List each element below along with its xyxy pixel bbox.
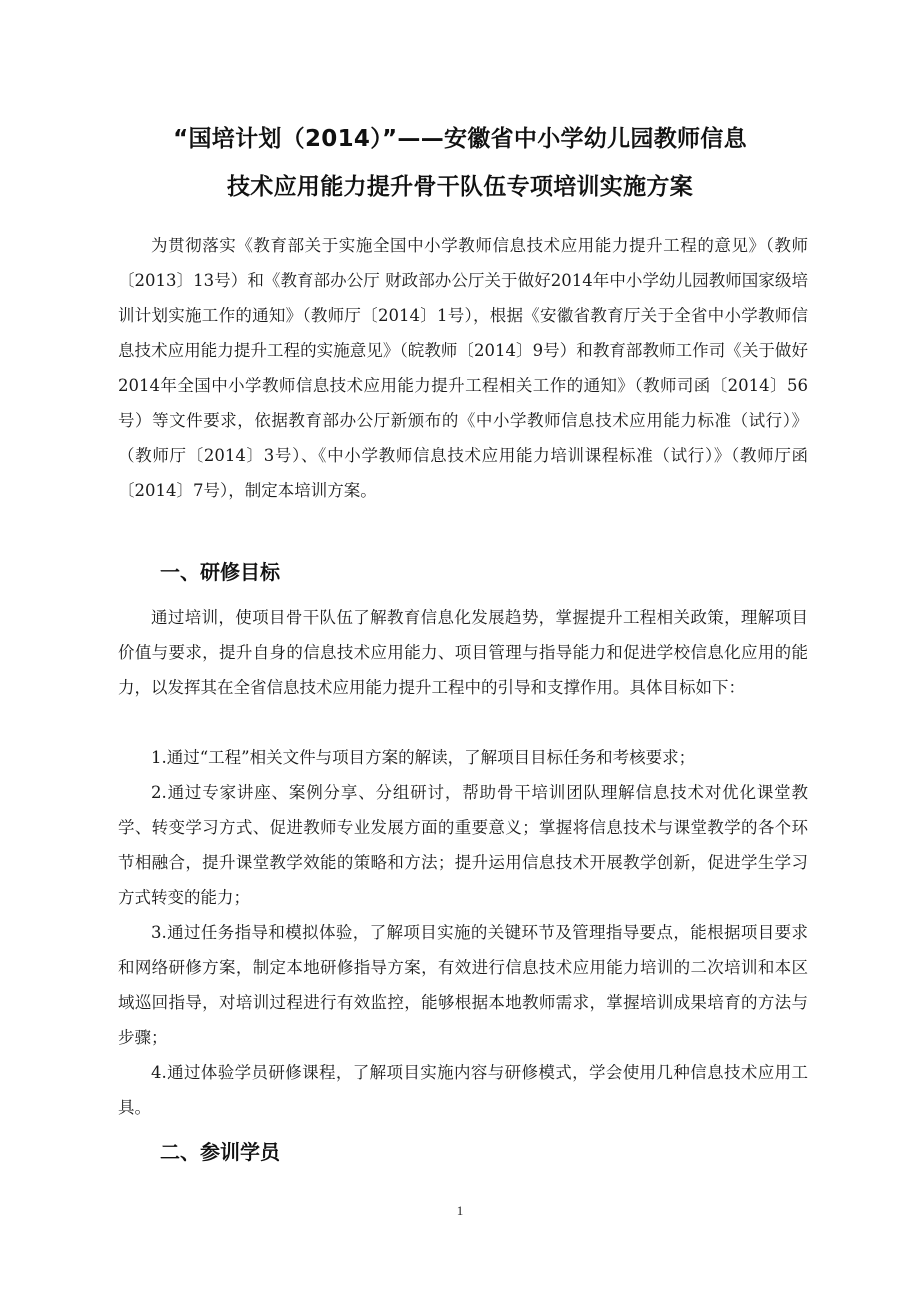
goal-item-4: 4.通过体验学员研修课程，了解项目实施内容与研修模式，学会使用几种信息技术应用工具。	[118, 1063, 808, 1117]
section1-heading: 一、研修目标	[160, 560, 280, 584]
goal-item-3: 3.通过任务指导和模拟体验，了解项目实施的关键环节及管理指导要点，能根据项目要求和网络研修方案，制定本地研修指导方案，有效进行信息技术应用能力培训的二次培训和本区域巡回指导，对培训过程进行有效监控，能够根据本地教师需求，掌握培训成果培育的方法与步骤；	[118, 923, 808, 1047]
goal-item-1: 1.通过“工程”相关文件与项目方案的解读，了解项目目标任务和考核要求；	[151, 748, 696, 767]
document-title-line1: “国培计划（2014）”——安徽省中小学幼儿园教师信息	[173, 126, 747, 152]
page-number: 1	[456, 1203, 464, 1218]
intro-paragraph: 为贯彻落实《教育部关于实施全国中小学教师信息技术应用能力提升工程的意见》（教师〔2013〕13号）和《教育部办公厅 财政部办公厅关于做好2014年中小学幼儿园教师国家级培训计划实施工作的通知》（教师厅〔2014〕1号），根据《安徽省教育厅关于全省中小学教师信息技术应用能力提升工程的实施意见》（皖教师〔2014〕9号）和教育部教师工作司《关于做好2014年全国中小学教师信息技术应用能力提升工程相关工作的通知》（教师司函〔2014〕56号）等文件要求，依据教育部办公厅新颁布的《中小学教师信息技术应用能力标准（试行）》（教师厅〔2014〕3号）、《中小学教师信息技术应用能力培训课程标准（试行）》（教师厅函〔2014〕7号），制定本培训方案。	[118, 236, 808, 500]
section2-heading: 二、参训学员	[160, 1140, 280, 1164]
section1-intro-paragraph: 通过培训，使项目骨干队伍了解教育信息化发展趋势，掌握提升工程相关政策，理解项目价值与要求，提升自身的信息技术应用能力、项目管理与指导能力和促进学校信息化应用的能力，以发挥其在全省信息技术应用能力提升工程中的引导和支撑作用。具体目标如下：	[118, 608, 808, 697]
goal-item-2: 2.通过专家讲座、案例分享、分组研讨，帮助骨干培训团队理解信息技术对优化课堂教学、转变学习方式、促进教师专业发展方面的重要意义；掌握将信息技术与课堂教学的各个环节相融合，提升课堂教学效能的策略和方法；提升运用信息技术开展教学创新，促进学生学习方式转变的能力；	[118, 783, 808, 907]
document-title-line2: 技术应用能力提升骨干队伍专项培训实施方案	[227, 174, 693, 200]
